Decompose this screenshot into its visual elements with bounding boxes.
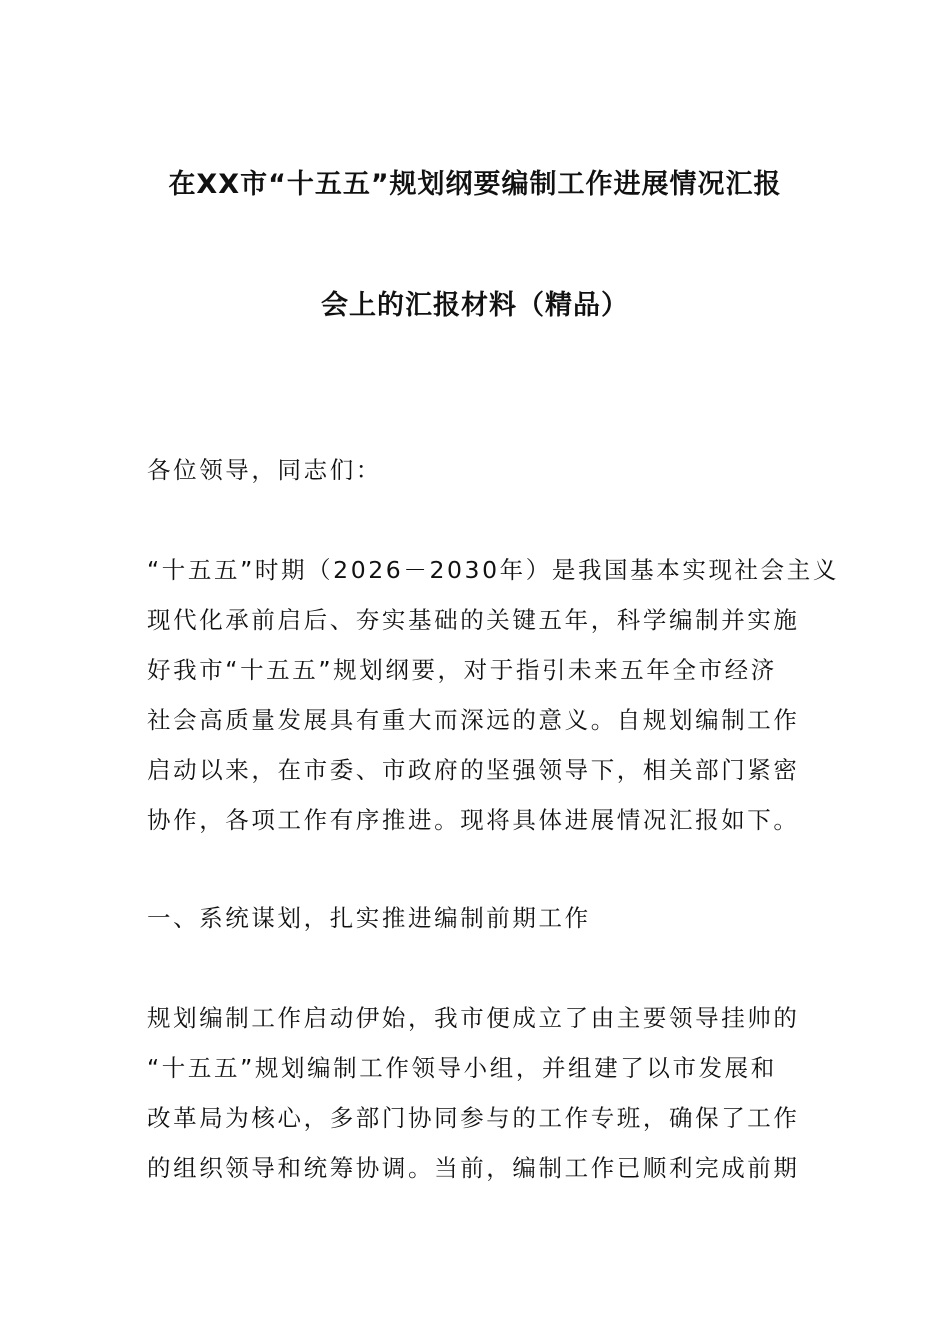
paragraph-line: 的组织领导和统筹协调。当前，编制工作已顺利完成前期 (147, 1154, 800, 1182)
section-heading-1: 一、系统谋划，扎实推进编制前期工作 (147, 904, 591, 932)
document-title-line-2: 会上的汇报材料（精品） (321, 290, 629, 321)
paragraph-line: “十五五”规划编制工作领导小组，并组建了以市发展和 (147, 1054, 777, 1082)
paragraph-line: 协作，各项工作有序推进。现将具体进展情况汇报如下。 (147, 806, 800, 834)
paragraph-line: “十五五”时期（2026－2030年）是我国基本实现社会主义 (147, 556, 839, 584)
document-title-line-1: 在XX市“十五五”规划纲要编制工作进展情况汇报 (168, 169, 782, 200)
paragraph-line: 改革局为核心，多部门协同参与的工作专班，确保了工作 (147, 1104, 800, 1132)
salutation: 各位领导，同志们： (147, 456, 382, 484)
paragraph-line: 好我市“十五五”规划纲要，对于指引未来五年全市经济 (147, 656, 777, 684)
paragraph-line: 现代化承前启后、夯实基础的关键五年，科学编制并实施 (147, 606, 800, 634)
paragraph-line: 启动以来，在市委、市政府的坚强领导下，相关部门紧密 (147, 756, 800, 784)
paragraph-line: 规划编制工作启动伊始，我市便成立了由主要领导挂帅的 (147, 1004, 800, 1032)
paragraph-line: 社会高质量发展具有重大而深远的意义。自规划编制工作 (147, 706, 800, 734)
